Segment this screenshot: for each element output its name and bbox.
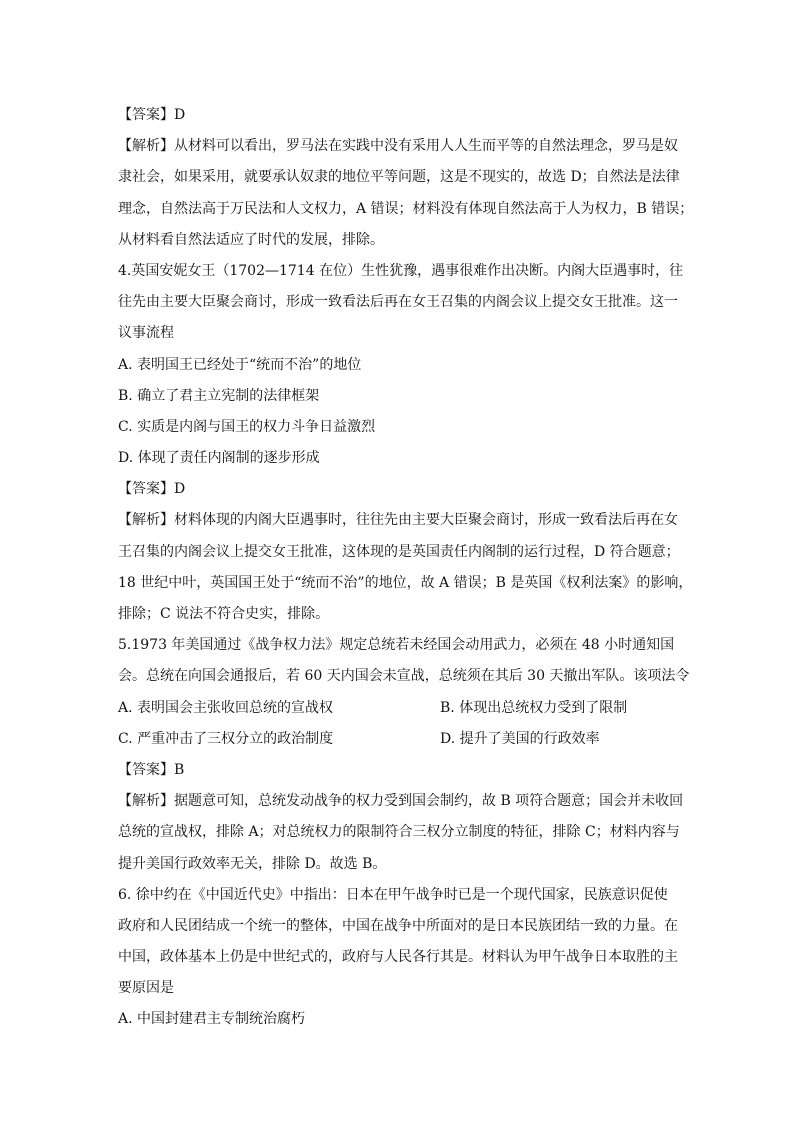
q5-options-row bbox=[118, 693, 678, 724]
q6-option-a: A. 中国封建君主专制统治腐朽 bbox=[118, 1011, 306, 1028]
q5-options-row bbox=[118, 724, 678, 755]
q4-option-a: A. 表明国王已经处于“统而不治”的地位 bbox=[118, 356, 362, 373]
q6-stem-line: 中国，政体基本上仍是中世纪式的，政府与人民各行其是。材料认为甲午战争日本取胜的主 bbox=[118, 949, 678, 966]
q3-analysis-line: 【解析】从材料可以看出，罗马法在实践中没有采用人人生而平等的自然法理念，罗马是奴 bbox=[118, 138, 678, 155]
q4-analysis-line: 王召集的内阁会议上提交女王批准，这体现的是英国责任内阁制的运行过程，D 符合题意； bbox=[118, 543, 680, 560]
document-body bbox=[118, 100, 694, 1036]
q4-analysis-line: 排除；C 说法不符合史实，排除。 bbox=[118, 606, 330, 622]
q4-option-b: B. 确立了君主立宪制的法律框架 bbox=[118, 387, 320, 404]
q3-analysis-line: 理念，自然法高于万民法和人文权力，A 错误；材料没有体现自然法高于人为权力，B 错误； bbox=[118, 200, 694, 217]
q5-analysis-line: 总统的宣战权，排除 A；对总统权力的限制符合三权分立制度的特征，排除 C；材料内容与 bbox=[118, 824, 680, 841]
q4-analysis-line: 18 世纪中叶，英国国王处于“统而不治”的地位，故 A 错误；B 是英国《权利法案》的影响， bbox=[118, 574, 693, 591]
q4-answer: 【答案】D bbox=[118, 481, 186, 498]
q4-stem-line: 4.英国安妮女王（1702—1714 在位）生性犹豫，遇事很难作出决断。内阁大臣遇事时，往 bbox=[118, 262, 684, 279]
q6-stem-line: 要原因是 bbox=[118, 980, 174, 997]
q5-option-d: D. 提升了美国的行政效率 bbox=[440, 730, 600, 747]
q4-option-d: D. 体现了责任内阁制的逐步形成 bbox=[118, 450, 320, 467]
q5-stem-line: 5.1973 年美国通过《战争权力法》规定总统若未经国会动用武力，必须在 48 小时通知国 bbox=[118, 637, 675, 654]
q5-stem-line: 会。总统在向国会通报后，若 60 天内国会未宣战，总统须在其后 30 天撤出军队。该项法令 bbox=[118, 668, 690, 685]
q5-answer: 【答案】B bbox=[118, 761, 185, 778]
q5-analysis-line: 提升美国行政效率无关，排除 D。故选 B。 bbox=[118, 855, 387, 872]
q3-analysis-line: 隶社会，如果采用，就要承认奴隶的地位平等问题，这是不现实的，故选 D；自然法是法律 bbox=[118, 169, 680, 186]
q6-stem-line: 政府和人民团结成一个统一的整体，中国在战争中所面对的是日本民族团结一致的力量。在 bbox=[118, 917, 678, 934]
q3-answer: 【答案】D bbox=[118, 107, 186, 123]
q5-option-b: B. 体现出总统权力受到了限制 bbox=[440, 699, 628, 716]
q6-stem-line: 6. 徐中约在《中国近代史》中指出：日本在甲午战争时已是一个现代国家，民族意识促使 bbox=[118, 886, 668, 903]
q5-option-a: A. 表明国会主张收回总统的宣战权 bbox=[118, 699, 334, 716]
q4-analysis-line: 【解析】材料体现的内阁大臣遇事时，往往先由主要大臣聚会商讨，形成一致看法后再在女 bbox=[118, 512, 678, 529]
q4-stem-line: 议事流程 bbox=[118, 325, 174, 342]
q5-analysis-line: 【解析】据题意可知，总统发动战争的权力受到国会制约，故 B 项符合题意；国会并未收回 bbox=[118, 793, 684, 810]
q4-option-c: C. 实质是内阁与国王的权力斗争日益激烈 bbox=[118, 418, 376, 435]
q3-analysis-line: 从材料看自然法适应了时代的发展，排除。 bbox=[118, 231, 384, 248]
q5-option-c: C. 严重冲击了三权分立的政治制度 bbox=[118, 730, 334, 747]
q4-stem-line: 往先由主要大臣聚会商讨，形成一致看法后再在女王召集的内阁会议上提交女王批准。这一 bbox=[118, 294, 678, 311]
